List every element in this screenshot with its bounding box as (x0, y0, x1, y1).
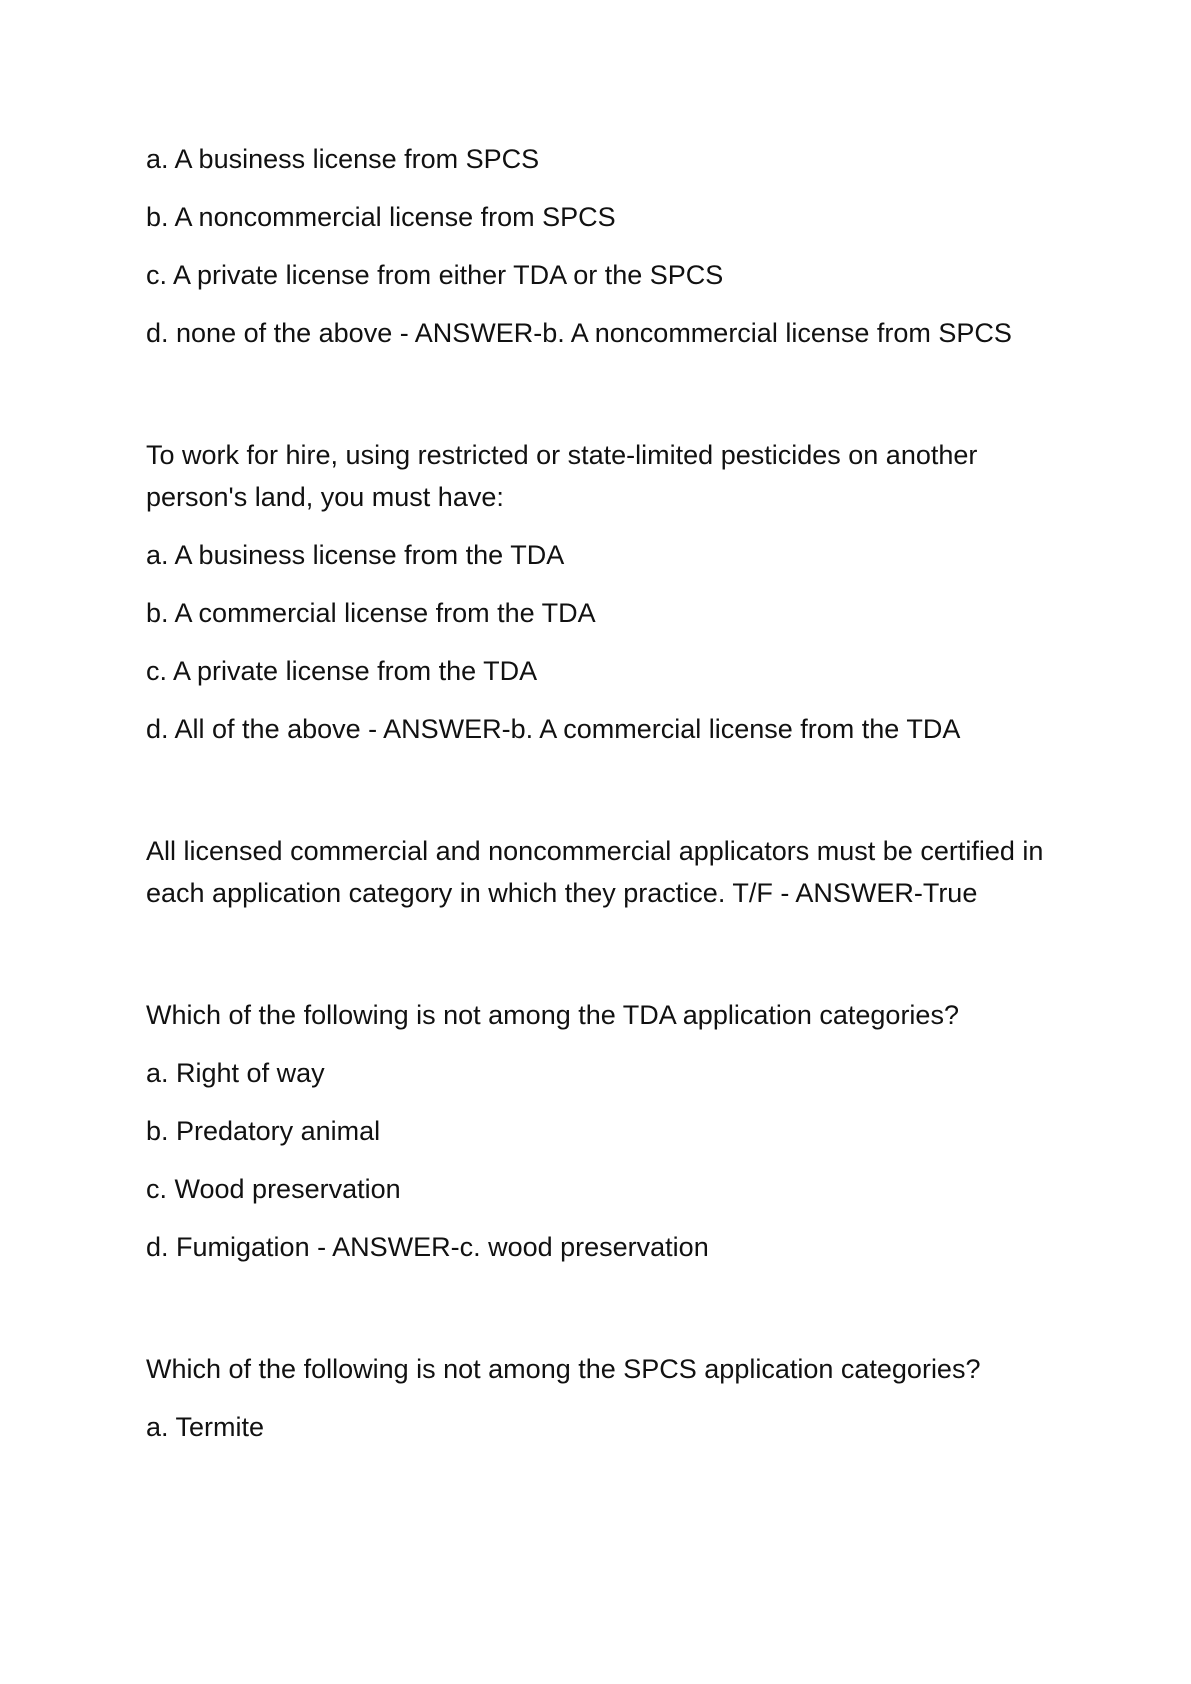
question-block-4 (146, 994, 1076, 1268)
question-text-true-false: All licensed commercial and noncommercial applicators must be certified in each application category in which they practice. T/F - ANSWER-True (146, 836, 1044, 908)
option-a: a. Right of way (146, 1058, 325, 1088)
option-b: b. Predatory animal (146, 1116, 381, 1146)
option-a: a. Termite (146, 1412, 265, 1442)
question-block-5 (146, 1348, 1076, 1448)
question-text: Which of the following is not among the SPCS application categories? (146, 1354, 981, 1384)
option-c: c. Wood preservation (146, 1174, 401, 1204)
spacer (146, 930, 1076, 994)
option-d-answer: d. All of the above - ANSWER-b. A commercial license from the TDA (146, 714, 961, 744)
question-block-2 (146, 434, 1076, 750)
document-page (146, 138, 1076, 1464)
question-block-3 (146, 830, 1076, 914)
spacer (146, 1284, 1076, 1348)
question-text: To work for hire, using restricted or state-limited pesticides on another person's land, you must have: (146, 440, 978, 512)
option-c: c. A private license from the TDA (146, 656, 538, 686)
option-d-answer: d. none of the above - ANSWER-b. A noncommercial license from SPCS (146, 318, 1012, 348)
spacer (146, 766, 1076, 830)
option-d-answer: d. Fumigation - ANSWER-c. wood preservation (146, 1232, 709, 1262)
question-block-1 (146, 138, 1076, 354)
option-b: b. A noncommercial license from SPCS (146, 202, 616, 232)
option-c: c. A private license from either TDA or the SPCS (146, 260, 724, 290)
option-a: a. A business license from the TDA (146, 540, 565, 570)
option-b: b. A commercial license from the TDA (146, 598, 596, 628)
spacer (146, 370, 1076, 434)
option-a: a. A business license from SPCS (146, 144, 540, 174)
question-text: Which of the following is not among the TDA application categories? (146, 1000, 959, 1030)
